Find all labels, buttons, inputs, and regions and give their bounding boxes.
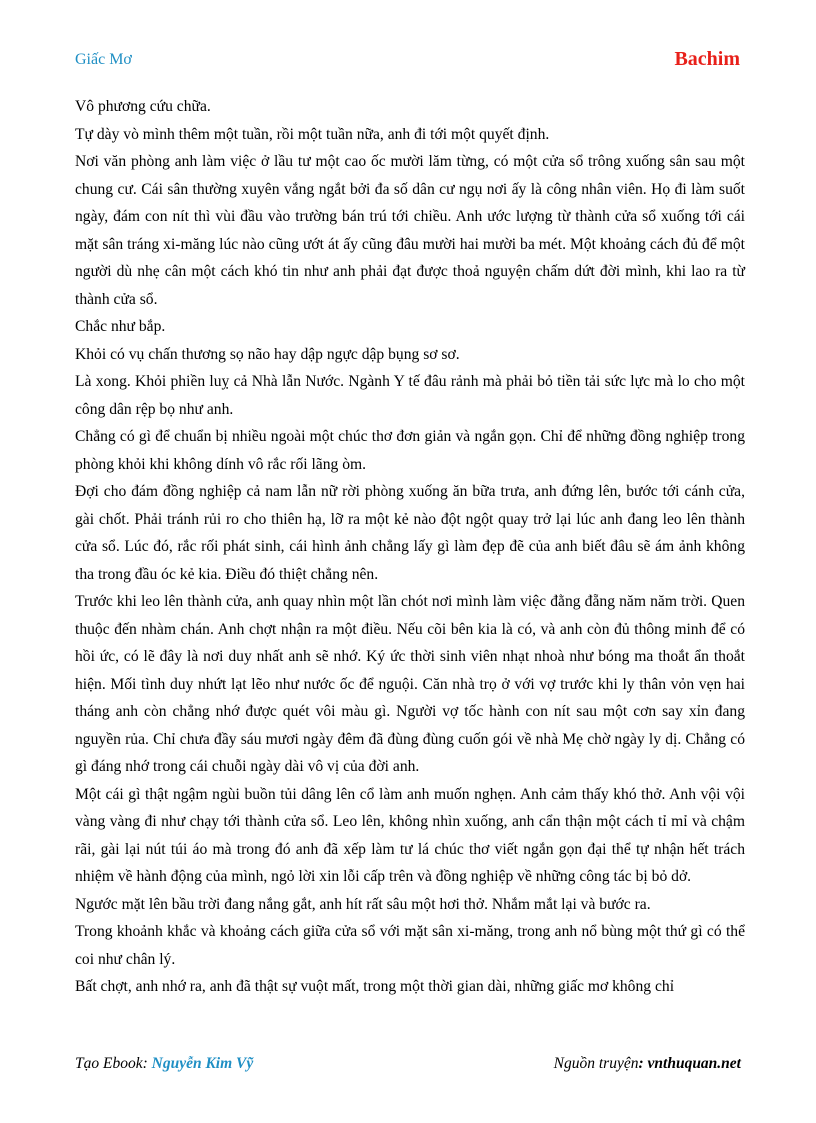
paragraph: Đợi cho đám đồng nghiệp cả nam lẫn nữ rời phòng xuống ăn bữa trưa, anh đứng lên, bước tới cánh cửa, gài chốt. Phải tránh rủi ro cho thiên hạ, lỡ ra một kẻ nào đột ngột quay trở lại lúc anh đang leo lên thành cửa sổ. Lúc đó, rắc rối phát sinh, cái hình ảnh chẳng lấy gì làm đẹp đẽ của anh biết đâu sẽ ám ảnh không tha trong đầu óc kẻ kia. Điều đó thiệt chẳng nên. [75, 483, 745, 583]
footer-ebook-label: Tạo Ebook [75, 1055, 143, 1072]
footer-source-label: Nguồn truyện [553, 1055, 639, 1072]
paragraph: Trước khi leo lên thành cửa, anh quay nhìn một lần chót nơi mình làm việc đằng đẵng năm năm trời. Quen thuộc đến nhàm chán. Anh chợt nhận ra một điều. Nếu cõi bên kia là có, và anh còn đủ thông minh để có hồi ức, có lẽ đây là nơi duy nhất anh sẽ nhớ. Ký ức thời sinh viên nhạt nhoà như bóng ma thoắt ẩn thoắt hiện. Mối tình duy nhứt lạt lẽo như nước ốc để nguội. Căn nhà trọ ở với vợ trước khi ly thân vỏn vẹn hai tháng anh còn chẳng nhớ được quét vôi màu gì. Người vợ tốc hành con nít sau một cơn say xỉn đang nguyền rủa. Chỉ chưa đầy sáu mươi ngày đêm đã đùng đùng cuốn gói về nhà Mẹ chờ ngày ly dị. Chẳng có gì đáng nhớ trong cái chuỗi ngày dài vô vị của đời anh. [75, 593, 745, 775]
paragraph: Trong khoảnh khắc và khoảng cách giữa cửa sổ với mặt sân xi-măng, trong anh nổ bùng một thứ gì có thể coi như chân lý. [75, 923, 745, 968]
footer-ebook-credit: Tạo Ebook: Nguyễn Kim Vỹ [75, 1055, 254, 1072]
story-body [75, 93, 745, 1001]
paragraph: Bất chợt, anh nhớ ra, anh đã thật sự vuột mất, trong một thời gian dài, những giấc mơ không chỉ [75, 978, 675, 995]
footer-source-site: vnthuquan.net [647, 1055, 741, 1072]
paragraph: Chắc như bắp. [75, 318, 166, 335]
paragraph: Một cái gì thật ngậm ngùi buồn tủi dâng lên cổ làm anh muốn nghẹn. Anh cảm thấy khó thở. Anh vội vội vàng vàng đi như chạy tới thành cửa sổ. Leo lên, không nhìn xuống, anh cẩn thận một cách tỉ mỉ và chậm rãi, gài lại nút túi áo mà trong đó anh đã xếp làm tư lá chúc thơ viết ngắn gọn đại thể tự nhận hết trách nhiệm về hành động của mình, ngỏ lời xin lỗi cấp trên và đồng nghiệp về những công tác bị bỏ dở. [75, 785, 745, 885]
footer-ebook-name: Nguyễn Kim Vỹ [151, 1055, 254, 1072]
author-name: Bachim [674, 48, 740, 70]
paragraph: Ngước mặt lên bầu trời đang nắng gắt, anh hít rất sâu một hơi thở. Nhắm mắt lại và bước ra. [75, 895, 651, 913]
book-title: Giấc Mơ [75, 51, 132, 68]
paragraph: Nơi văn phòng anh làm việc ở lầu tư một cao ốc mười lăm từng, có một cửa sổ trông xuống sân sau một chung cư. Cái sân thường xuyên vắng ngắt bởi đa số dân cư ngụ nơi ấy là công nhân viên. Họ đi làm suốt ngày, đám con nít thì vùi đầu vào trường bán trú tới chiều. Anh ước lượng từ thành cửa sổ xuống tới cái mặt sân tráng xi-măng lúc nào cũng ướt át ấy cũng đâu mười hai mười ba mét. Một khoảng cách đủ để một người dù nhẹ cân một cách khó tin như anh phải đạt được thoả nguyện chấm dứt đời mình, khi lao ra từ thành cửa sổ. [75, 153, 745, 308]
paragraph: Khỏi có vụ chấn thương sọ não hay dập ngực dập bụng sơ sơ. [75, 345, 460, 363]
paragraph: Vô phương cứu chữa. [75, 98, 211, 115]
paragraph: Chẳng có gì để chuẩn bị nhiều ngoài một chúc thơ đơn giản và ngắn gọn. Chỉ để những đồng nghiệp trong phòng khỏi khi không dính vô rắc rối lãng òm. [75, 428, 745, 473]
paragraph: Tự dày vò mình thêm một tuần, rồi một tuần nữa, anh đi tới một quyết định. [75, 125, 550, 143]
paragraph: Là xong. Khỏi phiền luỵ cả Nhà lẫn Nước. Ngành Y tế đâu rảnh mà phải bỏ tiền tải sức lực mà lo cho một công dân rệp bọ như anh. [75, 373, 745, 418]
footer-source-credit: Nguồn truyện: vnthuquan.net [553, 1055, 741, 1072]
